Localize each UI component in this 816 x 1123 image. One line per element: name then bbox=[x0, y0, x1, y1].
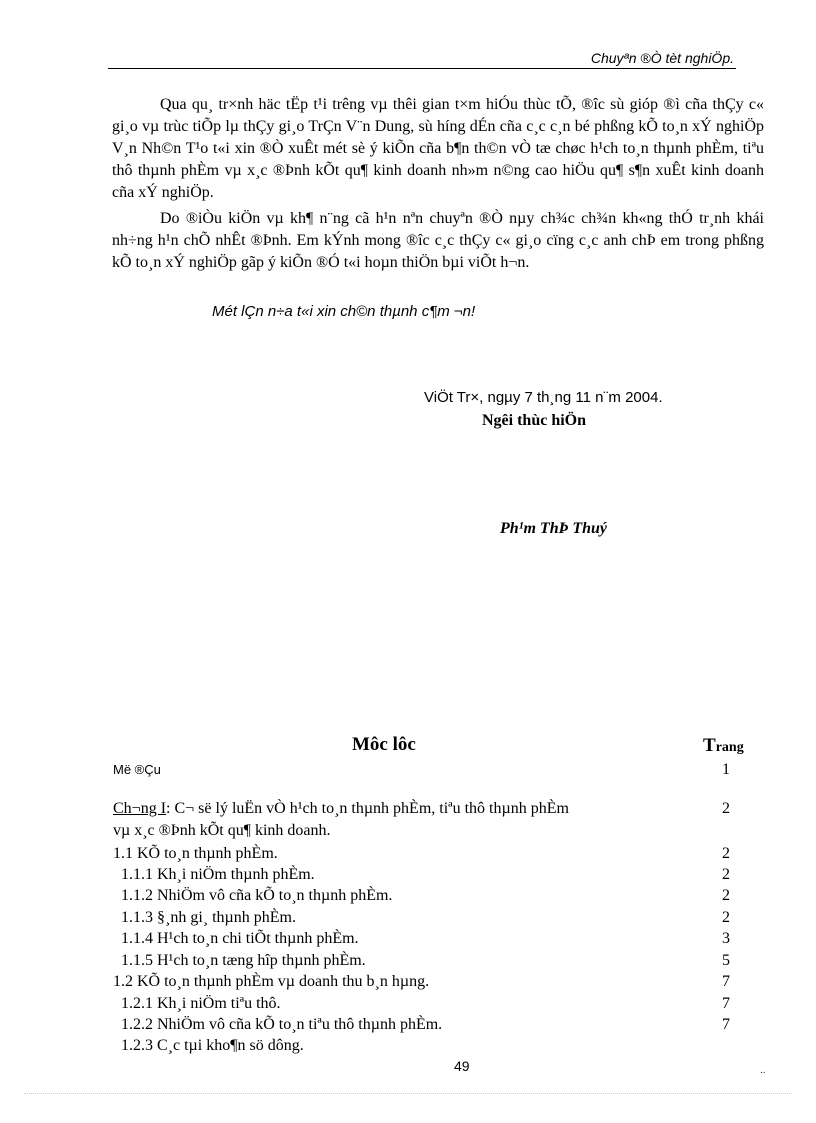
page-bottom-border bbox=[24, 1093, 792, 1094]
body-paragraph-2-text: Do ®iÒu kiÖn vµ kh¶ n¨ng cã h¹n nªn chuyªn ®Ò nµy ch¾c ch¾n kh«ng thÓ tr¸nh khái nh÷ng h¹n chÕ nhÊt ®Þnh. Em kÝnh mong ®îc c¸c thÇy c« gi¸o cïng c¸c anh chÞ em trong phßng kÕ to¸n xÝ nghiÖp gãp ý kiÕn ®Ó t«i hoµn thiÖn bµi viÕt h¬n. bbox=[112, 210, 764, 271]
toc-entry-text: 1.1.2 NhiÖm vô cña kÕ to¸n thµnh phÈm. bbox=[121, 887, 393, 904]
thanks-line: Mét lÇn n÷a t«i xin ch©n thµnh c¶m ¬n! bbox=[212, 303, 476, 320]
toc-page-head-rest: rang bbox=[715, 740, 744, 755]
toc-entry-text: 1.1 KÕ to¸n thµnh phÈm. bbox=[113, 845, 278, 862]
body-paragraph-1-text: Qua qu¸ tr×nh häc tËp t¹i trêng vµ thêi gian t×m hiÓu thùc tÕ, ®îc sù gióp ®ì cña thÇy c« gi¸o vµ trùc tiÕp lµ thÇy gi¸o TrÇn V¨n Dung, sù híng dÉn cña c¸c c¸n bé phßng kÕ to¸n xÝ nghiÖp V¸n Nh©n T¹o t«i xin ®Ò xuÊt mét sè ý kiÕn cña b¶n th©n vÒ tæ chøc h¹ch to¸n thµnh phÈm, tiªu thô thµnh phÈm vµ x¸c ®Þnh kÕt qu¶ kinh doanh nh»m n©ng cao hiÖu qu¶ s¶n xuÊt kinh doanh cña xÝ nghiÖp. bbox=[112, 96, 764, 201]
toc-entry[interactable] bbox=[0, 993, 816, 1015]
header-rule bbox=[108, 68, 736, 69]
toc-entry-page: 3 bbox=[722, 930, 730, 947]
toc-entry-page: 5 bbox=[722, 952, 730, 969]
body-paragraph-1 bbox=[112, 94, 764, 204]
toc-entry[interactable] bbox=[0, 759, 816, 781]
toc-entry-text bbox=[113, 798, 693, 819]
toc-title: Môc lôc bbox=[352, 734, 416, 755]
toc-entry-page: 1 bbox=[722, 761, 730, 778]
toc-entry-page: 2 bbox=[722, 887, 730, 904]
toc-entry-text: vµ x¸c ®Þnh kÕt qu¶ kinh doanh. bbox=[113, 822, 331, 839]
toc-entry-continuation bbox=[0, 820, 816, 842]
running-header: Chuyªn ®Ò tèt nghiÖp. bbox=[590, 50, 734, 66]
body-paragraph-2 bbox=[112, 208, 764, 274]
toc-entry[interactable] bbox=[0, 928, 816, 950]
toc-entry-page: 2 bbox=[722, 866, 730, 883]
toc-entry[interactable] bbox=[0, 971, 816, 993]
toc-entry[interactable] bbox=[0, 885, 816, 907]
toc-entry-text: 1.1.4 H¹ch to¸n chi tiÕt thµnh phÈm. bbox=[121, 930, 359, 947]
chapter-label: Ch¬ng I bbox=[113, 800, 167, 817]
toc-entry[interactable] bbox=[0, 1035, 816, 1057]
toc-entry-text: Më ®Çu bbox=[113, 762, 161, 777]
toc-entry[interactable] bbox=[0, 798, 816, 820]
executor-label: Ngêi thùc hiÖn bbox=[482, 412, 587, 429]
toc-entry-text: 1.2.3 C¸c tµi kho¶n sö dông. bbox=[121, 1037, 304, 1054]
toc-entry-text: 1.2 KÕ to¸n thµnh phÈm vµ doanh thu b¸n hµng. bbox=[113, 973, 430, 990]
toc-entry[interactable] bbox=[0, 843, 816, 865]
toc-page-head-initial: T bbox=[703, 735, 716, 756]
toc-entry-page: 2 bbox=[722, 845, 730, 862]
toc-entry[interactable] bbox=[0, 1014, 816, 1036]
toc-entry-page: 7 bbox=[722, 995, 730, 1012]
toc-entry-text: 1.2.1 Kh¸i niÖm tiªu thô. bbox=[121, 995, 281, 1012]
toc-entry-text: 1.1.1 Kh¸i niÖm thµnh phÈm. bbox=[121, 866, 315, 883]
toc-entry-text: 1.1.3 §¸nh gi¸ thµnh phÈm. bbox=[121, 909, 296, 926]
author-name: Ph¹m ThÞ Thuý bbox=[500, 520, 608, 537]
toc-entry[interactable] bbox=[0, 950, 816, 972]
toc-entry-text: 1.1.5 H¹ch to¸n tæng hîp thµnh phÈm. bbox=[121, 952, 366, 969]
toc-page-column-header bbox=[703, 735, 744, 757]
corner-mark: .. bbox=[760, 1065, 766, 1076]
toc-entry-page: 7 bbox=[722, 1016, 730, 1033]
toc-entry-text: 1.2.2 NhiÖm vô cña kÕ to¸n tiªu thô thµnh phÈm. bbox=[121, 1016, 443, 1033]
toc-entry-page: 2 bbox=[722, 909, 730, 926]
toc-entry-page: 7 bbox=[722, 973, 730, 990]
toc-entry[interactable] bbox=[0, 907, 816, 929]
toc-entry[interactable] bbox=[0, 864, 816, 886]
chapter-title: : C¬ së lý luËn vÒ h¹ch to¸n thµnh phÈm, tiªu thô thµnh phÈm bbox=[166, 800, 569, 817]
page-number: 49 bbox=[454, 1058, 470, 1074]
date-line: ViÖt Tr×, ngµy 7 th¸ng 11 n¨m 2004. bbox=[424, 389, 663, 406]
toc-entry-page: 2 bbox=[722, 800, 730, 817]
